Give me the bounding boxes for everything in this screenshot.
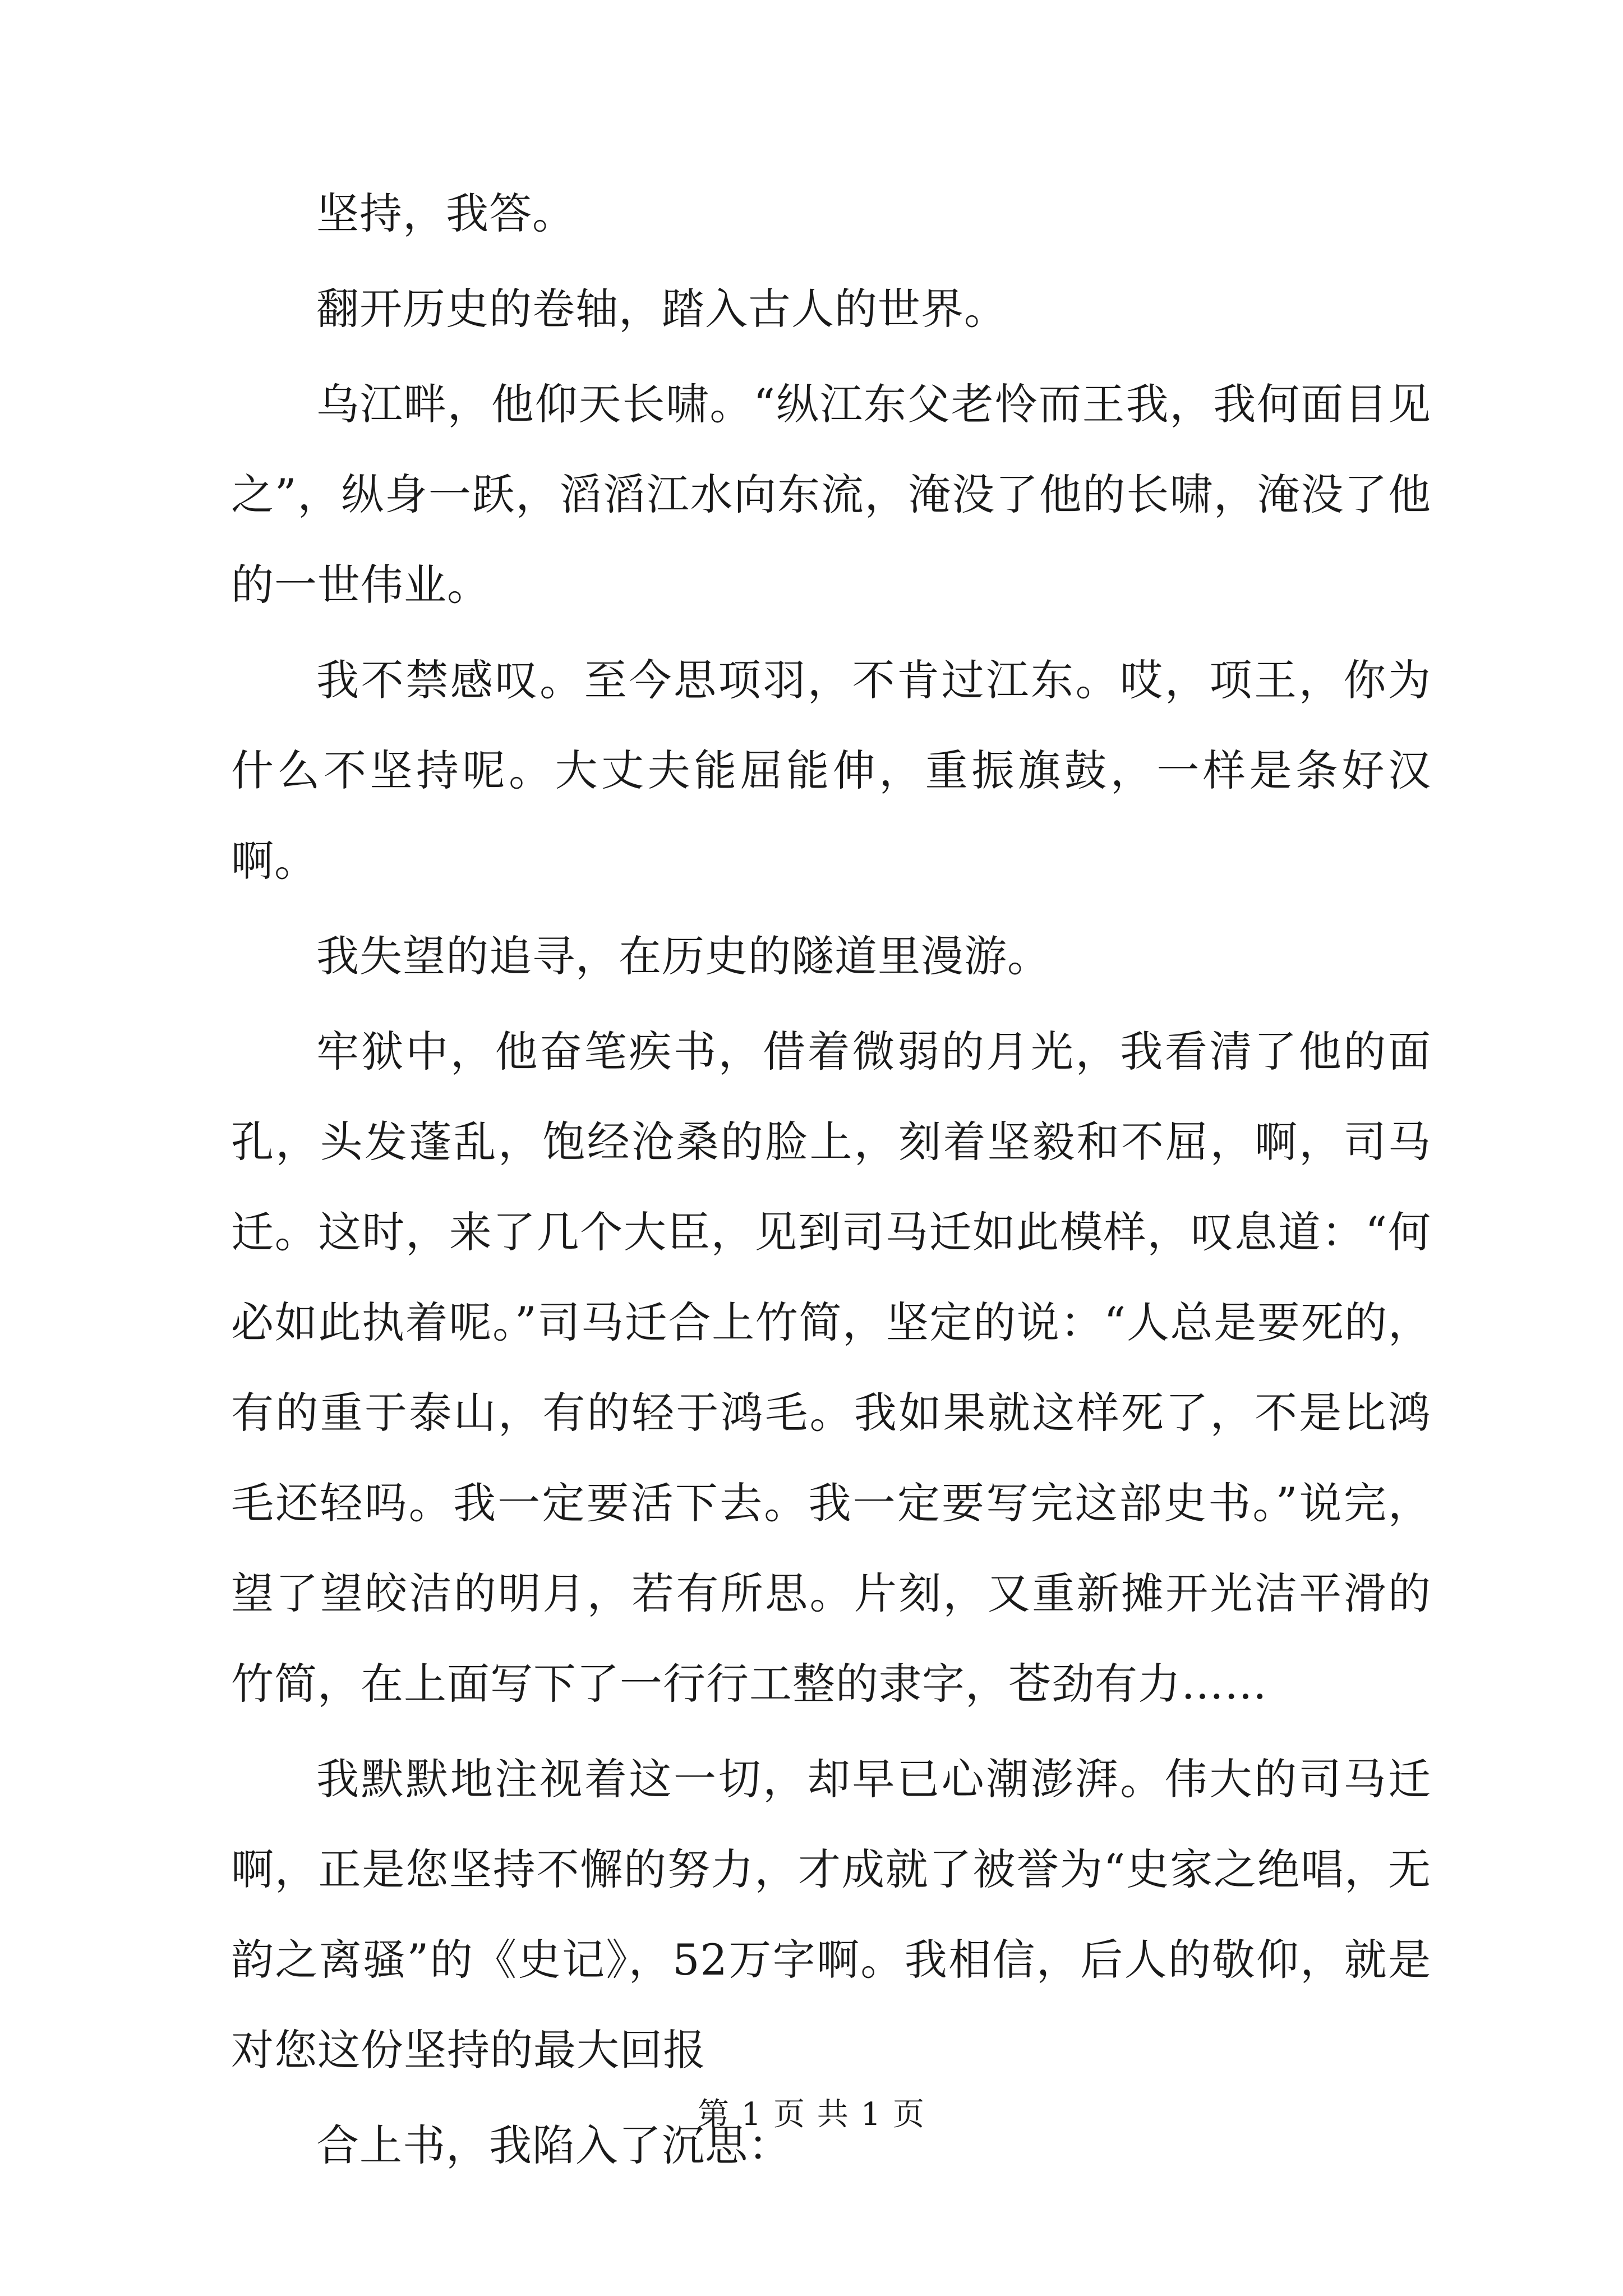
paragraph-6: 牢狱中，他奋笔疾书，借着微弱的月光，我看清了他的面孔，头发蓬乱，饱经沧桑的脸上，刻着坚毅和不屈，啊，司马迁。这时，来了几个大臣，见到司马迁如此模样，叹息道：“何必如此执着呢。”司马迁合上竹简，坚定的说：“人总是要死的，有的重于泰山，有的轻于鸿毛。我如果就这样死了，不是比鸿毛还轻吗。我一定要活下去。我一定要写完这部史书。”说完，望了望皎洁的明月，若有所思。片刻，又重新摊开光洁平滑的竹简，在上面写下了一行行工整的隶字，苍劲有力…… (231, 1027, 1431, 1709)
paragraph-8: 合上书，我陷入了沉思： (316, 2120, 791, 2170)
paragraph-4: 我不禁感叹。至今思项羽，不肯过江东。哎，项王，你为什么不坚持呢。大丈夫能屈能伸，重振旗鼓，一样是条好汉啊。 (231, 655, 1431, 886)
page-number-footer: 第 1 页 共 1 页 (697, 2096, 926, 2133)
paragraph-7: 我默默地注视着这一切，却早已心潮澎湃。伟大的司马迁啊，正是您坚持不懈的努力，才成就了被誉为“史家之绝唱，无韵之离骚”的《史记》，52万字啊。我相信，后人的敬仰，就是对您这份坚持的最大回报 (231, 1754, 1431, 2075)
paragraph-1: 坚持，我答。 (316, 188, 575, 238)
paragraph-5: 我失望的追寻，在历史的隧道里漫游。 (316, 931, 1050, 981)
document-body (231, 168, 1431, 2196)
paragraph-2: 翻开历史的卷轴，踏入古人的世界。 (316, 284, 1007, 334)
paragraph-3: 乌江畔，他仰天长啸。“纵江东父老怜而王我，我何面目见之”，纵身一跃，滔滔江水向东流，淹没了他的长啸，淹没了他的一世伟业。 (231, 379, 1431, 610)
